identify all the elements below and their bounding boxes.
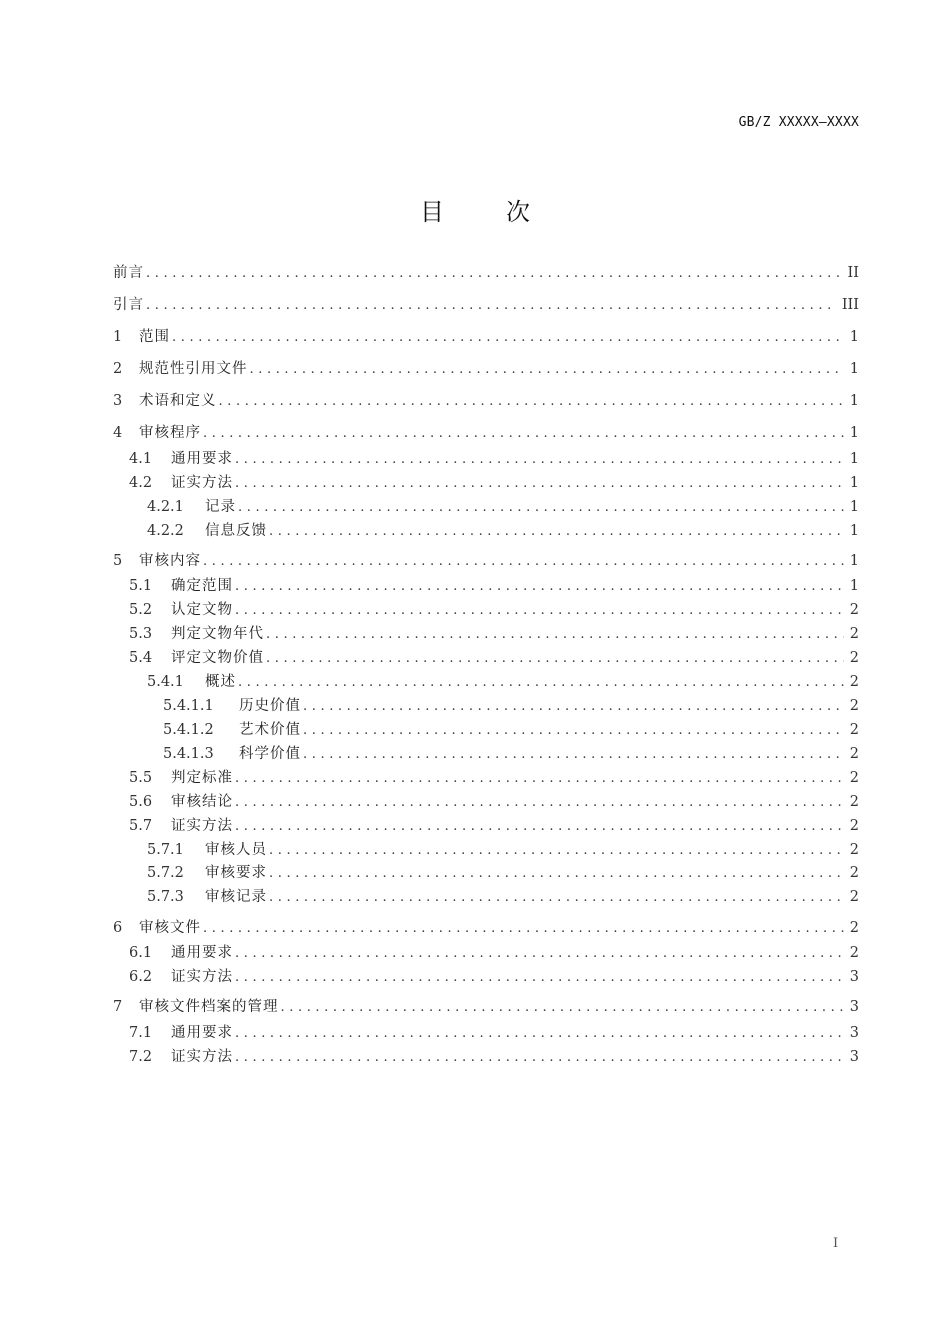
dot-leader	[266, 624, 844, 644]
toc-entry-label: 规范性引用文件	[139, 361, 248, 377]
toc-entry-page: 2	[849, 818, 859, 834]
toc-entry-page: 3	[849, 999, 859, 1015]
dot-leader	[303, 720, 844, 740]
dot-leader	[238, 672, 844, 692]
toc-entry-number: 5.2	[129, 602, 153, 618]
toc-entry-number: 5.7.1	[147, 842, 184, 858]
toc-entry-page: 2	[849, 865, 859, 881]
toc-entry-page: 1	[849, 553, 859, 569]
toc-entry-page: 1	[849, 578, 859, 594]
toc-entry[interactable]	[113, 497, 859, 517]
toc-entry[interactable]	[113, 449, 859, 469]
dot-leader	[303, 696, 844, 716]
toc-entry[interactable]	[113, 816, 859, 836]
dot-leader	[303, 744, 844, 764]
toc-entry[interactable]	[113, 359, 859, 379]
toc-entry-label: 术语和定义	[139, 393, 217, 409]
toc-entry-label: 审核结论	[171, 794, 233, 810]
dot-leader	[238, 497, 844, 517]
toc-entry-page: 1	[849, 523, 859, 539]
dot-leader	[235, 943, 844, 963]
toc-entry-page: 2	[849, 698, 859, 714]
dot-leader	[172, 327, 844, 347]
toc-entry-label: 科学价值	[239, 746, 301, 762]
toc-entry-number: 4.1	[129, 451, 153, 467]
toc-entry[interactable]	[113, 551, 859, 571]
dot-leader	[269, 863, 844, 883]
toc-entry-number: 7.1	[129, 1025, 153, 1041]
standard-code-header: GB/Z XXXXX—XXXX	[738, 115, 859, 130]
toc-title-char-2: 次	[506, 198, 530, 226]
toc-entry-page: 2	[849, 770, 859, 786]
toc-entry-page: III	[841, 297, 859, 313]
toc-entry-page: 2	[849, 746, 859, 762]
toc-entry[interactable]	[113, 840, 859, 860]
dot-leader	[235, 792, 844, 812]
toc-entry-number: 5.6	[129, 794, 153, 810]
toc-entry-label: 范围	[139, 329, 170, 345]
toc-entry-label: 证实方法	[171, 475, 233, 491]
toc-entry-label: 判定标准	[171, 770, 233, 786]
toc-entry[interactable]	[113, 327, 859, 347]
toc-entry-page: 3	[849, 1025, 859, 1041]
toc-entry-number: 1	[113, 329, 123, 345]
toc-entry[interactable]	[113, 918, 859, 938]
toc-entry-number: 5.7	[129, 818, 153, 834]
toc-entry-page: 2	[849, 920, 859, 936]
toc-entry[interactable]	[113, 423, 859, 443]
toc-entry-page: II	[847, 265, 859, 281]
dot-leader	[203, 423, 844, 443]
dot-leader	[269, 840, 844, 860]
toc-title	[0, 192, 950, 227]
toc-entry-number: 4.2.1	[147, 499, 184, 515]
toc-entry[interactable]	[113, 720, 859, 740]
toc-entry-number: 5.7.2	[147, 865, 184, 881]
toc-entry-number: 7.2	[129, 1049, 153, 1065]
toc-entry-page: 2	[849, 794, 859, 810]
toc-entry-page: 1	[849, 361, 859, 377]
toc-entry-number: 4.2	[129, 475, 153, 491]
toc-entry-number: 5.4.1.1	[163, 698, 214, 714]
toc-entry-page: 1	[849, 475, 859, 491]
toc-entry-number: 6.2	[129, 969, 153, 985]
toc-entry-label: 通用要求	[171, 1025, 233, 1041]
toc-entry-page: 3	[849, 969, 859, 985]
toc-entry-label: 评定文物价值	[171, 650, 264, 666]
toc-entry-label: 审核记录	[205, 889, 267, 905]
toc-entry-number: 3	[113, 393, 123, 409]
toc-entry[interactable]	[113, 887, 859, 907]
toc-entry-number: 5.4.1.2	[163, 722, 214, 738]
toc-entry-number: 6	[113, 920, 123, 936]
toc-entry-page: 1	[849, 329, 859, 345]
dot-leader	[235, 967, 844, 987]
toc-entry-label: 证实方法	[171, 1049, 233, 1065]
toc-entry-label: 审核人员	[205, 842, 267, 858]
toc-entry-page: 1	[849, 451, 859, 467]
dot-leader	[235, 600, 844, 620]
dot-leader	[146, 263, 842, 283]
dot-leader	[266, 648, 844, 668]
dot-leader	[281, 997, 844, 1017]
toc-entry-label: 审核内容	[139, 553, 201, 569]
toc-entry[interactable]	[113, 473, 859, 493]
toc-entry[interactable]	[113, 943, 859, 963]
toc-entry-label: 判定文物年代	[171, 626, 264, 642]
toc-entry[interactable]	[113, 391, 859, 411]
toc-entry-number: 5.4.1.3	[163, 746, 214, 762]
toc-entry-page: 2	[849, 945, 859, 961]
toc-entry-number: 5.5	[129, 770, 153, 786]
toc-entry[interactable]	[113, 648, 859, 668]
dot-leader	[203, 551, 844, 571]
toc-entry[interactable]	[113, 1023, 859, 1043]
toc-entry-page: 2	[849, 626, 859, 642]
toc-entry-label: 引言	[113, 297, 144, 313]
toc-entry[interactable]	[113, 1047, 859, 1067]
toc-entry[interactable]	[113, 263, 859, 283]
toc-entry-number: 2	[113, 361, 123, 377]
toc-entry-label: 审核要求	[205, 865, 267, 881]
toc-entry-number: 4.2.2	[147, 523, 184, 539]
toc-entry-label: 概述	[205, 674, 236, 690]
toc-entry[interactable]	[113, 521, 859, 541]
toc-entry[interactable]	[113, 672, 859, 692]
toc-entry-page: 2	[849, 889, 859, 905]
toc-entry-page: 2	[849, 650, 859, 666]
dot-leader	[203, 918, 844, 938]
toc-entry-label: 前言	[113, 265, 144, 281]
toc-entry-page: 2	[849, 842, 859, 858]
toc-entry-label: 记录	[205, 499, 236, 515]
toc-entry-number: 5	[113, 553, 123, 569]
dot-leader	[235, 576, 844, 596]
dot-leader	[235, 1023, 844, 1043]
toc-entry[interactable]	[113, 792, 859, 812]
toc-entry-number: 5.7.3	[147, 889, 184, 905]
toc-entry-page: 2	[849, 722, 859, 738]
toc-entry-label: 艺术价值	[239, 722, 301, 738]
toc-entry[interactable]	[113, 600, 859, 620]
dot-leader	[235, 449, 844, 469]
toc-entry-label: 确定范围	[171, 578, 233, 594]
toc-entry[interactable]	[113, 624, 859, 644]
dot-leader	[235, 473, 844, 493]
toc-entry-label: 证实方法	[171, 818, 233, 834]
page-number: I	[833, 1236, 839, 1251]
toc-entry[interactable]	[113, 768, 859, 788]
toc-entry-label: 认定文物	[171, 602, 233, 618]
toc-entry-label: 通用要求	[171, 451, 233, 467]
toc-entry-number: 5.1	[129, 578, 153, 594]
toc-entry-number: 5.4	[129, 650, 153, 666]
toc-entry-label: 历史价值	[239, 698, 301, 714]
toc-entry-label: 审核文件	[139, 920, 201, 936]
toc-entry-page: 2	[849, 602, 859, 618]
toc-entry-page: 2	[849, 674, 859, 690]
toc-entry[interactable]	[113, 997, 859, 1017]
toc-entry-number: 7	[113, 999, 123, 1015]
toc-entry-number: 6.1	[129, 945, 153, 961]
toc-entry-label: 证实方法	[171, 969, 233, 985]
toc-entry-page: 1	[849, 425, 859, 441]
dot-leader	[269, 887, 844, 907]
toc-entry-label: 信息反馈	[205, 523, 267, 539]
toc-entry-page: 1	[849, 393, 859, 409]
dot-leader	[269, 521, 844, 541]
toc-entry-label: 审核程序	[139, 425, 201, 441]
dot-leader	[235, 1047, 844, 1067]
toc-entry[interactable]	[113, 744, 859, 764]
dot-leader	[235, 768, 844, 788]
toc-entry-number: 5.3	[129, 626, 153, 642]
dot-leader	[219, 391, 844, 411]
toc-entry-page: 1	[849, 499, 859, 515]
toc-entry[interactable]	[113, 576, 859, 596]
toc-entry[interactable]	[113, 696, 859, 716]
toc-entry[interactable]	[113, 295, 859, 315]
toc-entry[interactable]	[113, 863, 859, 883]
toc-entry-page: 3	[849, 1049, 859, 1065]
dot-leader	[235, 816, 844, 836]
dot-leader	[146, 295, 836, 315]
toc-entry-label: 审核文件档案的管理	[139, 999, 279, 1015]
toc-entry-number: 5.4.1	[147, 674, 184, 690]
toc-entry[interactable]	[113, 967, 859, 987]
toc-title-char-1: 目	[420, 198, 444, 226]
toc-entry-label: 通用要求	[171, 945, 233, 961]
dot-leader	[250, 359, 844, 379]
toc-entry-number: 4	[113, 425, 123, 441]
